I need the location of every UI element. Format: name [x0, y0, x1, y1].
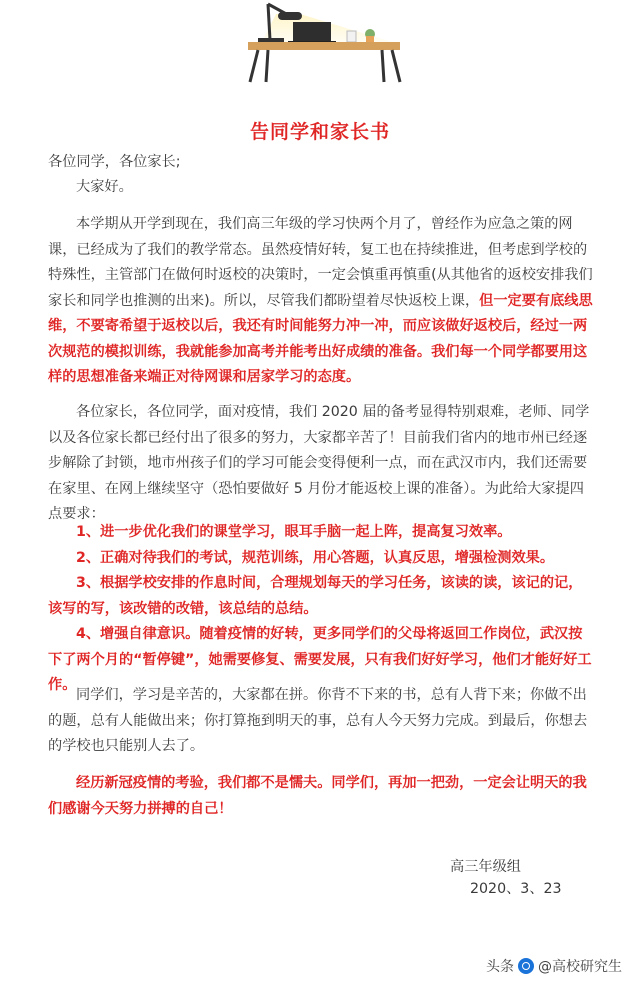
paragraph-intro-text: 本学期从开学到现在，我们高三年级的学习快两个月了，曾经作为应急之策的网课，已经成为了我们的教学常态。虽然疫情好转，复工也在持续推进，但考虑到学校的特殊性，主管部门在做何时返校的决策时，一定会慎重再慎重(从其他省的返校安排我们家长和同学也推测的出来)。所以，尽管我们都盼望着尽快返校上课，: [48, 216, 593, 309]
requirement-item: 1、进一步优化我们的课堂学习，眼耳手脑一起上阵，提高复习效率。: [76, 524, 512, 540]
plant-icon: [365, 29, 375, 42]
toutiao-logo-icon: [518, 958, 534, 974]
watermark-account: @高校研究生: [538, 959, 622, 975]
closing-paragraph: 经历新冠疫情的考验，我们都不是懦夫。同学们，再加一把劲，一定会让明天的我们感谢今天努力拼搏的自己！: [48, 775, 587, 817]
requirement-item: 4、增强自律意识。随着疫情的好转，更多同学们的父母将返回工作岗位，武汉按下了两个月的“暂停键”，她需要修复、需要发展，只有我们好好学习，他们才能好好工作。: [48, 626, 592, 693]
document-title: 告同学和家长书: [249, 121, 390, 143]
requirements-list: [48, 520, 594, 699]
salutation: 各位同学，各位家长;: [48, 154, 181, 170]
paragraph-students: 同学们，学习是辛苦的，大家都在拼。你背不下来的书，总有人背下来；你做不出的题，总有人能做出来；你打算拖到明天的事，总有人今天努力完成。到最后，你想去的学校也只能别人去了。: [48, 687, 588, 754]
requirement-item: 3、根据学校安排的作息时间，合理规划每天的学习任务，该读的读，该记的记，该写的写，该改错的改错，该总结的总结。: [48, 575, 583, 617]
signature: 高三年级组: [450, 859, 521, 875]
paragraph-intro: [48, 212, 594, 391]
greeting: 大家好。: [76, 179, 133, 195]
desk: [248, 42, 400, 82]
requirement-item: 2、正确对待我们的考试，规范训练，用心答题，认真反思，增强检测效果。: [76, 549, 555, 566]
watermark-prefix: 头条: [486, 959, 514, 975]
laptop-icon: [288, 22, 336, 44]
watermark: [486, 956, 622, 976]
header-illustration: [0, 0, 640, 100]
mug-icon: [347, 31, 356, 42]
date: 2020、3、23: [470, 881, 562, 897]
paragraph-parents: 各位家长，各位同学，面对疫情，我们 2020 届的备考显得特别艰难，老师、同学以及各位家长都已经付出了很多的努力，大家都辛苦了！目前我们省内的地市州已经逐步解除了封锁，地市州孩子们的学习可能会变得便利一点，而在武汉市内，我们还需要在家里、在网上继续坚守（恐怕要做好 5 月份才能返校上课的准备）。为此给大家提四点要求：: [48, 404, 590, 522]
paragraph-intro-emphasis: 但一定要有底线思维，不要寄希望于返校以后，我还有时间能努力冲一冲，而应该做好返校后，经过一两次规范的模拟训练，我就能参加高考并能考出好成绩的准备。我们每一个同学都要用这样的思想准备来端正对待网课和居家学习的态度。: [48, 292, 593, 385]
